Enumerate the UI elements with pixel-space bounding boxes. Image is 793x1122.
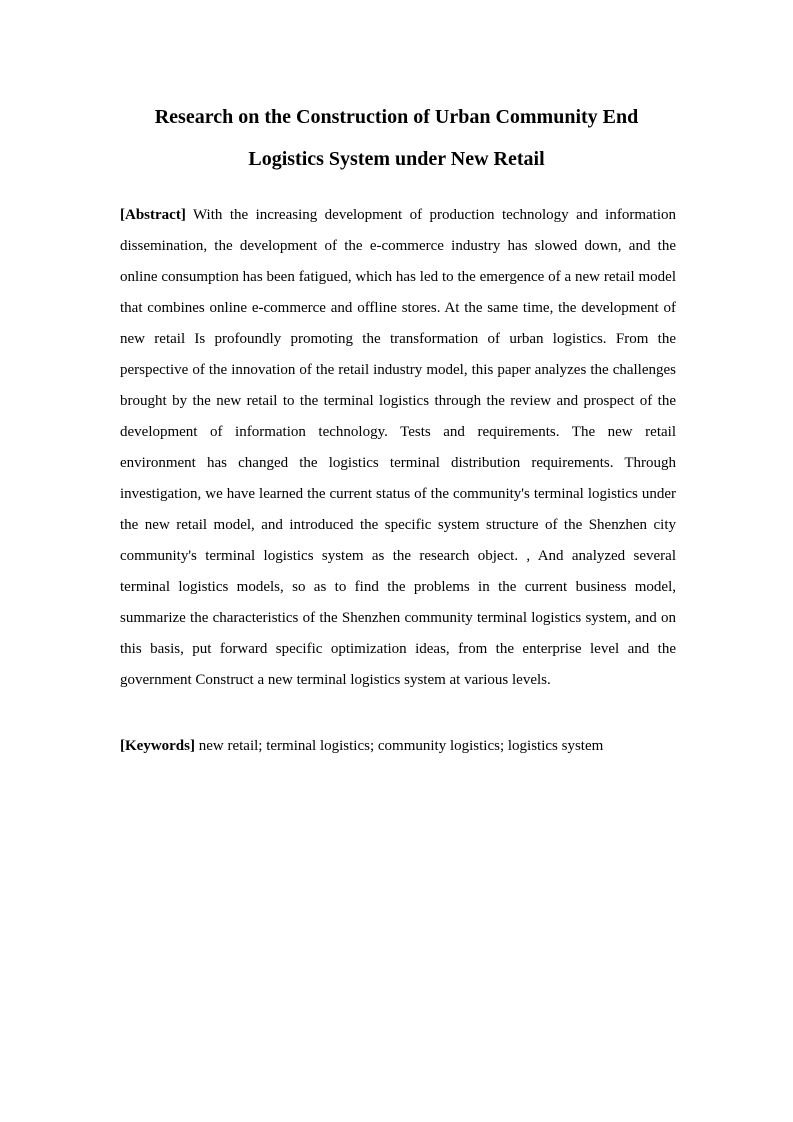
page-title bbox=[100, 96, 693, 180]
keywords-paragraph bbox=[120, 731, 676, 762]
keywords-text: new retail; terminal logistics; community logistics; logistics system bbox=[195, 738, 604, 754]
title-line-2: Logistics System under New Retail bbox=[248, 148, 545, 170]
abstract-text: With the increasing development of production technology and information dissemination, the development of the e-commerce industry has slowed down, and the online consumption has been fatigued, which has led to the emergence of a new retail model that combines online e-commerce and offline stores. At the same time, the development of new retail Is profoundly promoting the transformation of urban logistics. From the perspective of the innovation of the retail industry model, this paper analyzes the challenges brought by the new retail to the terminal logistics through the review and prospect of the development of information technology. Tests and requirements. The new retail environment has changed the logistics terminal distribution requirements. Through investigation, we have learned the current status of the community's terminal logistics under the new retail model, and introduced the specific system structure of the Shenzhen city community's terminal logistics system as the research object. , And analyzed several terminal logistics models, so as to find the problems in the current business model, summarize the characteristics of the Shenzhen community terminal logistics system, and on this basis, put forward specific optimization ideas, from the enterprise level and the government Construct a new terminal logistics system at various levels. bbox=[120, 207, 676, 688]
title-line-1: Research on the Construction of Urban Community End bbox=[154, 106, 639, 128]
abstract-label: [Abstract] bbox=[120, 207, 186, 223]
abstract-paragraph bbox=[120, 200, 676, 696]
keywords-label: [Keywords] bbox=[120, 738, 195, 754]
